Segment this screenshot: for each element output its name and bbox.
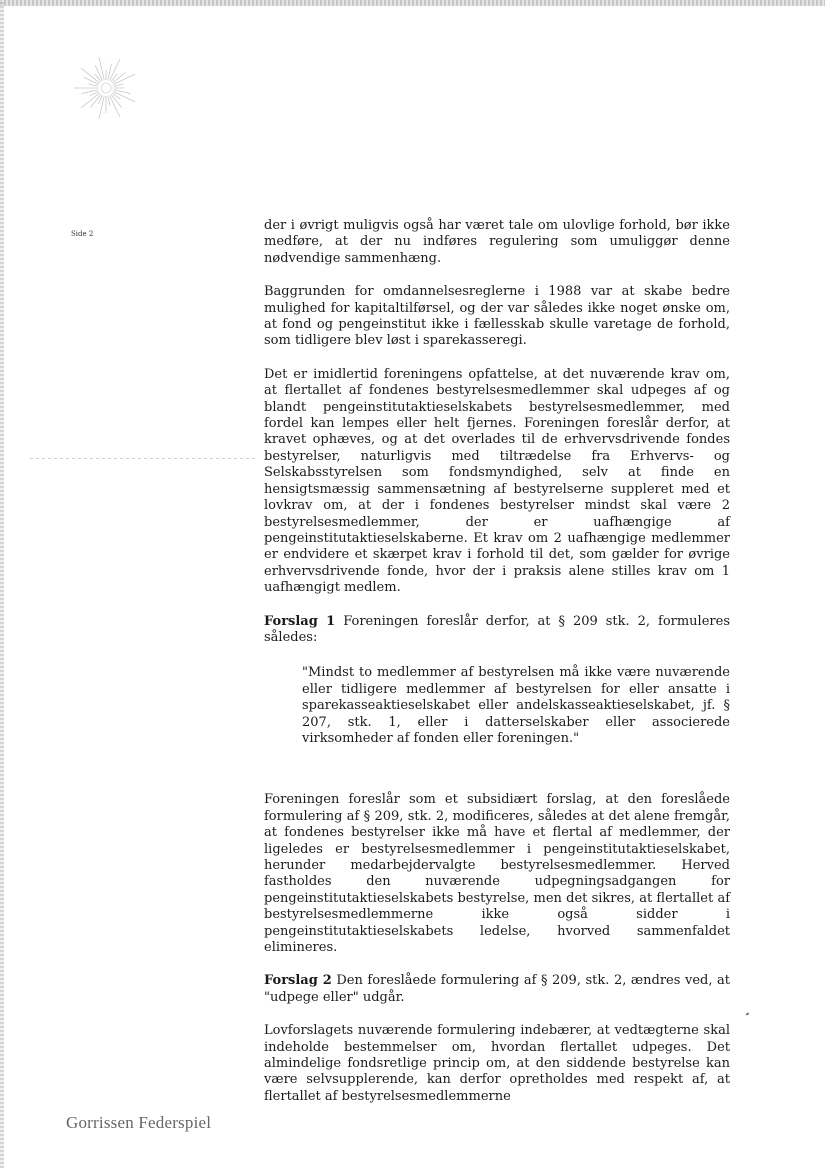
footer-brand-logo: Gorrissen Federspiel (66, 1113, 212, 1132)
paragraph-after-quote: Foreningen foreslår som et subsidiært forslag, at den foreslåede formulering af § 209, stk. 2, modificeres, således at det alene fremgår, at fondenes bestyrelser ikke må have et flertal af medlemmer, der ligeledes er bestyrelsesmedlemmer i pengeinstitutaktieselskabet, herunder medarbejdervalgte bestyrelsesmedlemmer. Herved fastholdes den nuværende udpegningsadgangen for pengeinstitutaktieselskabets bestyrelse, men det sikres, at flertallet af bestyrelsesmedlemmerne ikke også sidder i pengeinstitutaktieselskabets ledelse, hvorved sammenfaldet elimineres. (264, 792, 730, 956)
paragraph-1: der i øvrigt muligvis også har været tale om ulovlige forhold, bør ikke medføre, at der nu indføres regulering som umuliggør denne nødvendige sammenhæng. (264, 218, 730, 266)
sun-logo-icon (58, 52, 158, 132)
proposal-2-label: Forslag 2 (264, 973, 332, 989)
proposal-2 (264, 973, 730, 1006)
sun-ray (108, 96, 110, 106)
page-number-label: Side 2 (71, 230, 94, 238)
scan-left-edge (0, 0, 4, 1168)
sun-ray (88, 84, 98, 86)
proposal-1-label: Forslag 1 (264, 613, 336, 629)
proposal-2-text: Den foreslåede formulering af § 209, stk. 2, ændres ved, at "udpege eller" udgår. (264, 973, 730, 1005)
paragraph-2: Baggrunden for omdannelsesreglerne i 1988 var at skabe bedre mulighed for kapitaltilførsel, og der var således ikke noget ønske om, at fond og pengeinstitut ikke i fællesskab skulle varetage de forhold, som tidligere blev løst i sparekasseregi. (264, 284, 730, 349)
sun-ray (114, 84, 124, 86)
scan-artifact-line (30, 458, 255, 459)
sun-ray (99, 96, 104, 119)
proposal-1-text: Foreningen foreslår derfor, at § 209 stk. 2, formuleres således: (264, 613, 730, 645)
scan-speck (746, 1012, 750, 1015)
document-body (264, 218, 730, 1122)
proposal-quote: "Mindst to medlemmer af bestyrelsen må ikke være nuværende eller tidligere medlemmer af bestyrelsen for eller ansatte i sparekasseaktieselskabet eller andelskasseaktieselskabet, jf. § 207, stk. 1, eller i datterselskaber eller associerede virksomheder af fonden eller foreningen." (302, 665, 730, 746)
sun-ray (99, 57, 104, 80)
final-paragraph: Lovforslagets nuværende formulering indebærer, at vedtægterne skal indeholde bestemmelser om, hvordan flertallet udpeges. Det almindelige fondsretlige princip om, at den siddende bestyrelse kan være selvsupplerende, kan derfor opretholdes med respekt af, at flertallet af bestyrelsesmedlemmerne (264, 1023, 730, 1104)
proposal-1 (264, 614, 730, 647)
scan-top-edge (0, 0, 825, 6)
paragraph-3: Det er imidlertid foreningens opfattelse, at det nuværende krav om, at flertallet af fondenes bestyrelsesmedlemmer skal udpeges af og blandt pengeinstitutaktieselskabets bestyrelsesmedlemmer, med fordel kan lempes eller helt fjernes. Foreningen foreslår derfor, at kravet ophæves, og at det overlades til de erhvervsdrivende fondes bestyrelser, naturligvis med tiltrædelse fra Erhvervs- og Selskabsstyrelsen som fondsmyndighed, selv at finde en hensigtsmæssig sammensætning af bestyrelserne suppleret med et lovkrav om, at der i fondenes bestyrelser mindst skal være 2 bestyrelsesmedlemmer, der er uafhængige af pengeinstitutaktieselskaberne. Et krav om 2 uafhængige medlemmer er endvidere et skærpet krav i forhold til det, som gælder for øvrige erhvervsdrivende fonde, hvor der i praksis alene stilles krav om 1 uafhængigt medlem. (264, 366, 730, 596)
